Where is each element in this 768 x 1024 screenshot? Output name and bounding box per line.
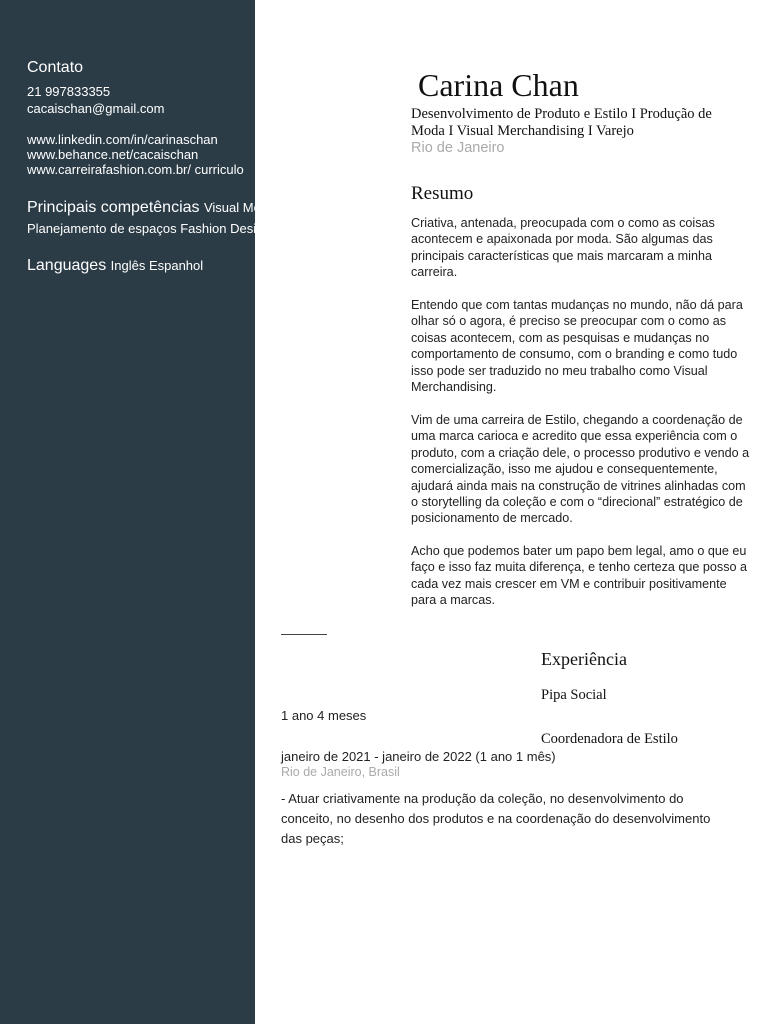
contact-heading: Contato: [27, 59, 84, 76]
professional-headline: Desenvolvimento de Produto e Estilo I Produção de Moda I Visual Merchandising I Varejo: [411, 106, 712, 139]
summary-paragraph: Entendo que com tantas mudanças no mundo, não dá para olhar só o agora, é preciso se preocupar com o como as coisas acontecem, com as pesquisas e mudanças no comportamento de consumo, com o branding e como tudo isso pode ser traduzido no meu trabalho como Visual Merchandising.: [411, 298, 743, 395]
job-dates: janeiro de 2021 - janeiro de 2022 (1 ano 1 mês): [281, 749, 556, 764]
job-location: Rio de Janeiro, Brasil: [281, 765, 400, 779]
phone-number: 21 997833355: [27, 84, 111, 99]
skills-heading: Principais competências: [27, 199, 200, 216]
skills-list-continued: Planejamento de espaços Fashion Design: [27, 221, 271, 236]
job-description: - Atuar criativamente na produção da coleção, no desenvolvimento do conceito, no desenho dos produtos e na coordenação do desenvolvimento das peças;: [281, 791, 711, 846]
section-divider: [281, 634, 327, 635]
summary-heading: Resumo: [411, 183, 474, 204]
summary-paragraph: Vim de uma carreira de Estilo, chegando a coordenação de uma marca carioca e acredito que essa experiência com o produto, com a criação dele, o processo produtivo e vendo a comercialização, isso me ajudou e consequentemente, ajudará ainda mais na construção de vitrines alinhadas com o storytelling da coleção e com o “direcional” estratégico de posicionamento de mercado.: [411, 413, 750, 526]
company-name: Pipa Social: [541, 687, 607, 703]
company-duration: 1 ano 4 meses: [281, 708, 367, 723]
behance-link[interactable]: www.behance.net/cacaischan: [27, 147, 199, 162]
candidate-location: Rio de Janeiro: [411, 140, 505, 156]
experience-heading: Experiência: [541, 649, 627, 669]
linkedin-link[interactable]: www.linkedin.com/in/carinaschan: [27, 132, 218, 147]
languages-heading: Languages: [27, 257, 107, 274]
portfolio-link[interactable]: www.carreirafashion.com.br/ curriculo: [27, 162, 244, 177]
summary-paragraph: Acho que podemos bater um papo bem legal, amo o que eu faço e isso faz muita diferença, e tenho certeza que posso a cada vez mais crescer em VM e contribuir positivamente para a marcas.: [411, 544, 748, 608]
summary-paragraph: Criativa, antenada, preocupada com o como as coisas acontecem e apaixonada por moda. São algumas das principais características que mais marcaram a minha carreira.: [411, 216, 715, 280]
candidate-name: Carina Chan: [418, 67, 579, 103]
skills-heading-line: [27, 199, 327, 217]
skills-list: Visual Merchandising: [203, 200, 328, 215]
languages-heading-line: [27, 257, 203, 275]
job-title: Coordenadora de Estilo: [541, 731, 678, 747]
languages-list: Inglês Espanhol: [110, 258, 204, 273]
email-address: cacaischan@gmail.com: [27, 101, 165, 116]
